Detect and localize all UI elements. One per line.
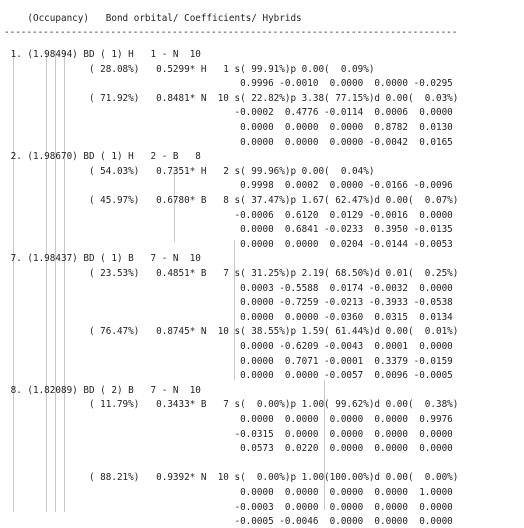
coefficient-line: -0.0315 0.0000 0.0000 0.0000 0.0000 <box>5 428 453 440</box>
polarization-line: ( 76.47%) 0.8745* N 10 s( 38.55%)p 1.59( 61.44%)d 0.00( 0.01%) <box>5 326 459 338</box>
coefficient-line: -0.0003 0.0000 0.0000 0.0000 0.0000 <box>5 501 453 513</box>
column-header: (Occupancy) Bond orbital/ Coefficients/ Hybrids <box>5 13 302 24</box>
coefficient-line: 0.0573 0.0220 0.0000 0.0000 0.0000 <box>5 443 453 455</box>
polarization-line: ( 71.92%) 0.8481* N 10 s( 22.82%)p 3.38( 77.15%)d 0.00( 0.03%) <box>5 92 459 104</box>
polarization-line: ( 54.03%) 0.7351* H 2 s( 99.96%)p 0.00( 0.04%) <box>5 165 375 177</box>
bond-entry-line: 1. (1.98494) BD ( 1) H 1 - N 10 <box>5 49 201 60</box>
coefficient-line: 0.0000 0.0000 0.0000 -0.0042 0.0165 <box>5 136 453 148</box>
coefficient-line: 0.0000 0.0000 -0.0360 0.0315 0.0134 <box>5 311 453 323</box>
coefficient-line: 0.0000 0.7071 -0.0001 0.3379 -0.0159 <box>5 355 453 367</box>
coefficient-line: 0.0003 -0.5588 0.0174 -0.0032 0.0000 <box>5 282 453 294</box>
bond-entry-line: 2. (1.98670) BD ( 1) H 2 - B 8 <box>5 151 201 163</box>
header-separator: --------------------------------------------------------------------------------- <box>4 27 458 38</box>
polarization-line: ( 45.97%) 0.6780* B 8 s( 37.47%)p 1.67( 62.47%)d 0.00( 0.07%) <box>5 195 459 206</box>
coefficient-line: 0.0000 -0.7259 -0.0213 -0.3933 -0.0538 <box>5 297 453 309</box>
coefficient-line: 0.0000 0.0000 0.0000 0.0000 0.9976 <box>5 414 453 425</box>
coefficient-line: 0.0000 0.6841 -0.0233 0.3950 -0.0135 <box>5 224 453 236</box>
coefficient-line: 0.0000 -0.6209 -0.0043 0.0001 0.0000 <box>5 341 453 352</box>
polarization-line: ( 23.53%) 0.4851* B 7 s( 31.25%)p 2.19( 68.50%)d 0.01( 0.25%) <box>5 268 459 279</box>
coefficient-line: -0.0002 0.4776 -0.0114 0.0006 0.0000 <box>5 107 453 119</box>
coefficient-line: 0.0000 0.0000 -0.0057 0.0096 -0.0005 <box>5 370 453 382</box>
coefficient-line: 0.9998 0.0002 0.0000 -0.0166 -0.0096 <box>5 180 453 192</box>
polarization-line: ( 11.79%) 0.3433* B 7 s( 0.00%)p 1.00( 99.62%)d 0.00( 0.38%) <box>5 399 459 411</box>
coefficient-line: 0.0000 0.0000 0.0204 -0.0144 -0.0053 <box>5 238 453 250</box>
coefficient-line: -0.0005 -0.0046 0.0000 0.0000 0.0000 <box>5 516 453 528</box>
bond-entry-line: 7. (1.98437) BD ( 1) B 7 - N 10 <box>5 253 201 265</box>
polarization-line: ( 88.21%) 0.9392* N 10 s( 0.00%)p 1.00(100.00%)d 0.00( 0.00%) <box>5 472 459 484</box>
coefficient-line: 0.0000 0.0000 0.0000 0.0000 1.0000 <box>5 487 453 498</box>
coefficient-line: -0.0006 0.6120 0.0129 -0.0016 0.0000 <box>5 209 453 221</box>
coefficient-line: 0.9996 -0.0010 0.0000 0.0000 -0.0295 <box>5 78 453 90</box>
coefficient-line: 0.0000 0.0000 0.0000 0.8782 0.0130 <box>5 122 453 133</box>
bond-entry-line: 8. (1.82089) BD ( 2) B 7 - N 10 <box>5 384 201 396</box>
polarization-line: ( 28.08%) 0.5299* H 1 s( 99.91%)p 0.00( 0.09%) <box>5 63 375 75</box>
